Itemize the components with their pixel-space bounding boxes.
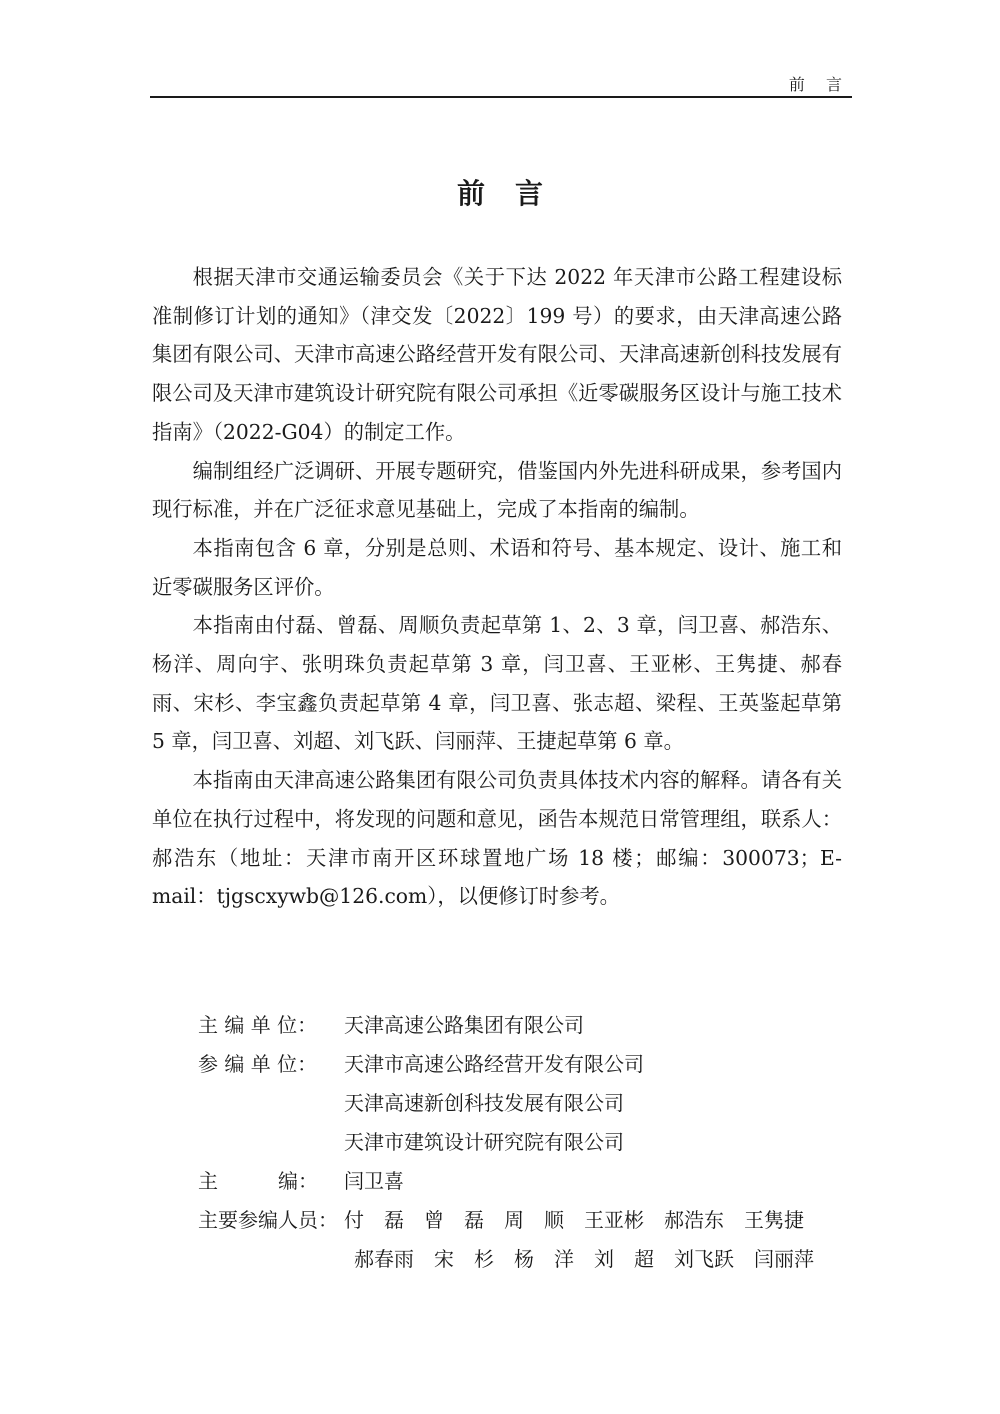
participating-unit: 天津市建筑设计研究院有限公司: [344, 1130, 624, 1154]
participant-name: 周 顺: [504, 1208, 564, 1232]
chief-editor-value: 闫卫喜: [344, 1169, 404, 1193]
participant-list: [344, 1201, 824, 1240]
participant-name: 闫丽萍: [754, 1247, 814, 1271]
participating-unit-row: [198, 1123, 848, 1162]
chief-unit-row: [198, 1006, 848, 1045]
participant-name: 郝春雨: [354, 1247, 414, 1271]
paragraph: 本指南由天津高速公路集团有限公司负责具体技术内容的解释。请各有关单位在执行过程中，将发现的问题和意见，函告本规范日常管理组，联系人：郝浩东（地址：天津市南开区环球置地广场 18 楼；邮编：300073；E-mail：tjgscxywb@126.com），以便修订时参考。: [152, 768, 842, 909]
running-header-title: 前 言: [788, 75, 850, 94]
paragraph: 编制组经广泛调研、开展专题研究，借鉴国内外先进科研成果，参考国内现行标准，并在广泛征求意见基础上，完成了本指南的编制。: [152, 458, 842, 522]
participant-name: 刘 超: [594, 1247, 654, 1271]
participant-name: 郝浩东: [664, 1208, 724, 1232]
main-participants-row: [198, 1240, 848, 1279]
participating-unit-row: [198, 1084, 848, 1123]
participating-unit: 天津市高速公路经营开发有限公司: [344, 1052, 644, 1076]
participant-name: 宋 杉: [434, 1247, 494, 1271]
paragraph: 本指南包含 6 章，分别是总则、术语和符号、基本规定、设计、施工和近零碳服务区评价。: [152, 535, 842, 599]
main-participants-row: [198, 1201, 848, 1240]
participant-list: [354, 1240, 834, 1279]
paragraph: 本指南由付磊、曾磊、周顺负责起草第 1、2、3 章，闫卫喜、郝浩东、杨洋、周向宇、张明珠负责起草第 3 章，闫卫喜、王亚彬、王隽捷、郝春雨、宋杉、李宝鑫负责起草第 4 章，闫卫喜、张志超、梁程、王英鉴起草第 5 章，闫卫喜、刘超、刘飞跃、闫丽萍、王捷起草第 6 章。: [152, 613, 842, 754]
running-header: [150, 62, 852, 98]
participant-name: 曾 磊: [424, 1208, 484, 1232]
paragraph: 根据天津市交通运输委员会《关于下达 2022 年天津市公路工程建设标准制修订计划的通知》（津交发〔2022〕199 号）的要求，由天津高速公路集团有限公司、天津市高速公路经营开发有限公司、天津高速新创科技发展有限公司及天津市建筑设计研究院有限公司承担《近零碳服务区设计与施工技术指南》（2022-G04）的制定工作。: [152, 265, 842, 444]
credits-block: [198, 1006, 848, 1279]
chief-unit-label: 主 编 单 位：: [198, 1013, 318, 1037]
chief-editor-row: [198, 1162, 848, 1201]
participant-name: 付 磊: [344, 1208, 404, 1232]
participant-name: 王亚彬: [584, 1208, 644, 1232]
participant-name: 王隽捷: [744, 1208, 804, 1232]
participant-name: 杨 洋: [514, 1247, 574, 1271]
preface-body: [152, 258, 842, 916]
chief-unit-value: 天津高速公路集团有限公司: [344, 1013, 584, 1037]
participating-unit: 天津高速新创科技发展有限公司: [344, 1091, 624, 1115]
main-participants-label: 主要参编人员：: [198, 1208, 338, 1232]
participant-name: 刘飞跃: [674, 1247, 734, 1271]
participating-unit-row: [198, 1045, 848, 1084]
page-title: 前言: [456, 177, 573, 210]
chief-editor-label: 主 编：: [198, 1169, 318, 1193]
participating-units-label: 参 编 单 位：: [198, 1052, 318, 1076]
